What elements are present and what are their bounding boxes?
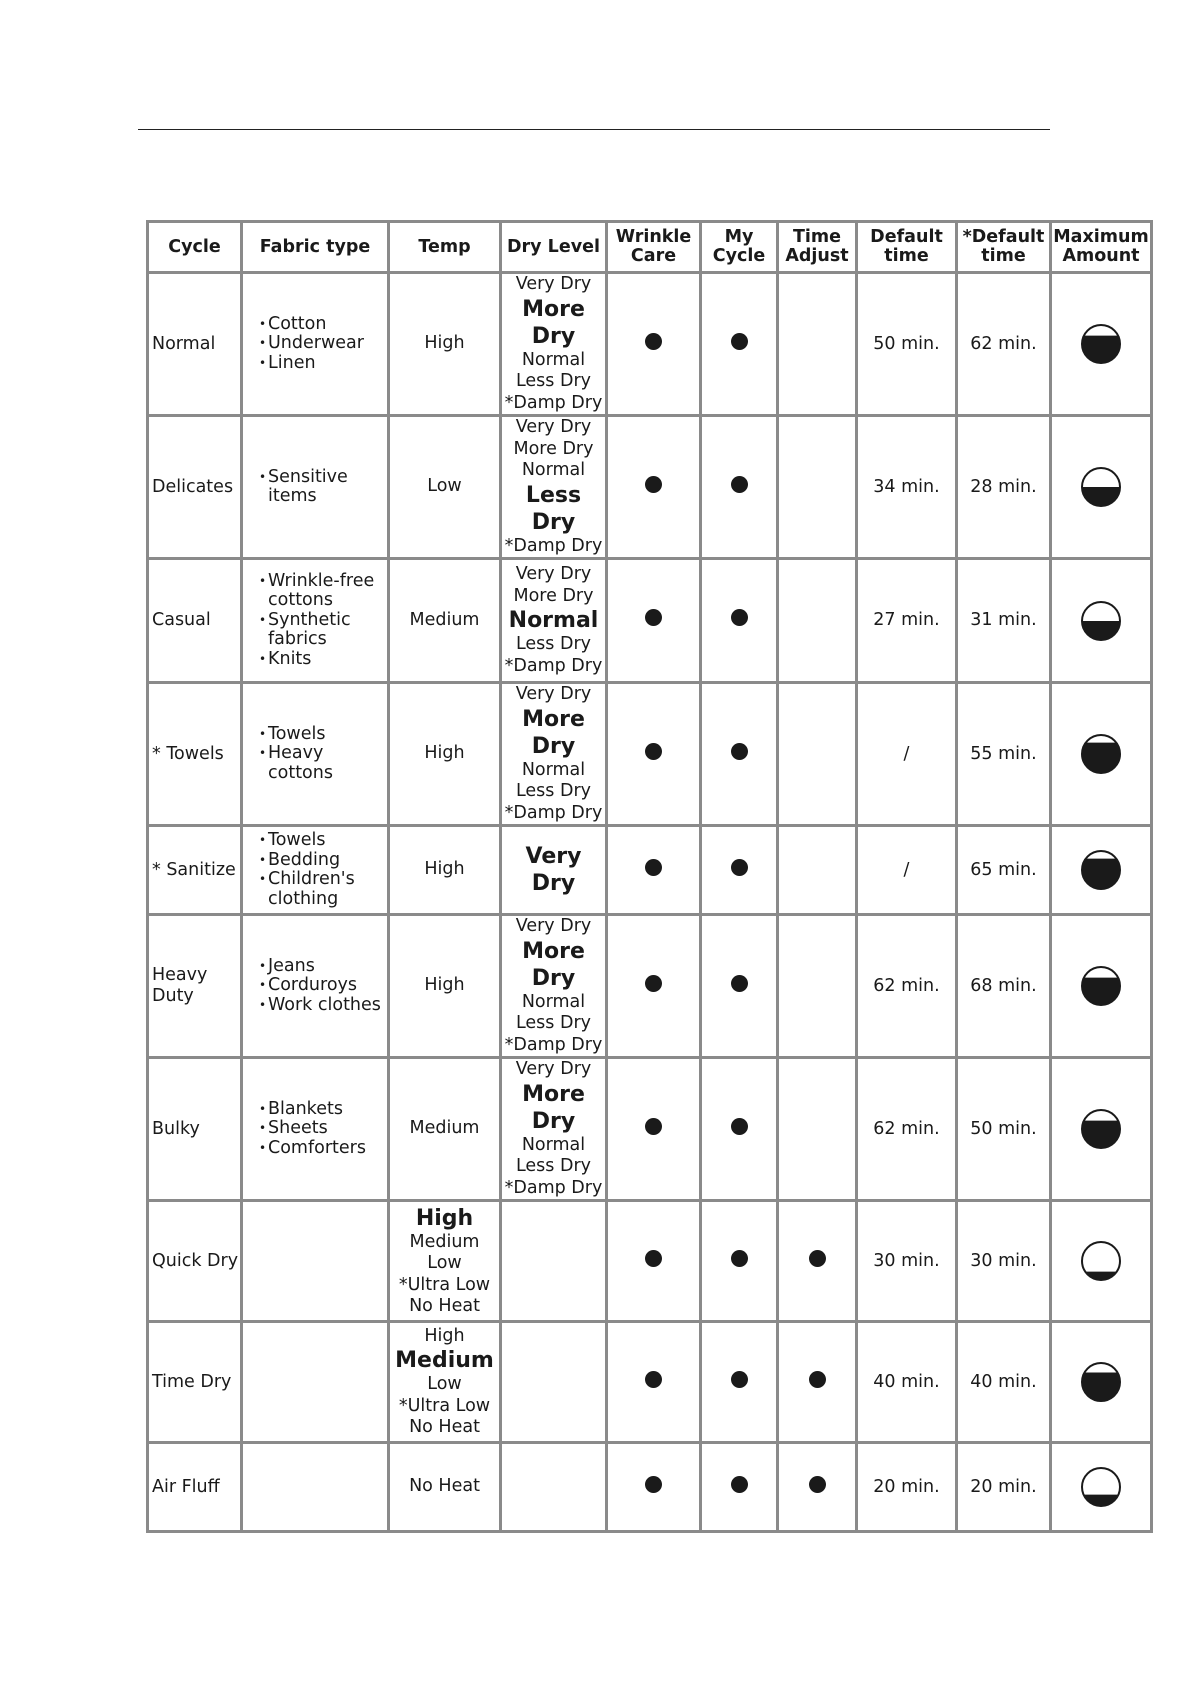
default-time: 34 min. (873, 476, 940, 497)
wrinkle-care-cell (607, 1322, 701, 1443)
table-row (148, 1058, 1152, 1201)
fabric-type (242, 1322, 389, 1443)
fabric-list (259, 831, 387, 909)
dry-level-cell (501, 915, 607, 1058)
temp-cell (389, 915, 501, 1058)
temp-option-selected: Medium (395, 1348, 494, 1373)
default-time: 30 min. (873, 1250, 940, 1271)
default-time-alt-cell (957, 1322, 1051, 1443)
cycle-name-text: Delicates (152, 476, 234, 497)
fabric-item: • Underwear (259, 334, 387, 354)
my-cycle-cell (701, 826, 778, 915)
time-adjust-cell (778, 1443, 857, 1532)
default-time-cell (857, 1322, 957, 1443)
dry-level-option: Normal (521, 460, 586, 480)
header-default-time: Default time (857, 222, 957, 273)
table-row (148, 1201, 1152, 1322)
table-row (148, 1322, 1152, 1443)
default-time-cell (857, 1058, 957, 1201)
maximum-amount-cell (1051, 559, 1152, 683)
dry-level-cell (501, 1322, 607, 1443)
temp-option: Medium (409, 1118, 480, 1139)
time-adjust-cell (778, 273, 857, 416)
wrinkle-care-cell (607, 826, 701, 915)
default-time: 40 min. (873, 1371, 940, 1392)
cycle-name (148, 1201, 242, 1322)
dry-level-cell (501, 1443, 607, 1532)
load-level-icon (1080, 600, 1122, 642)
dry-level-option: Normal (521, 1134, 586, 1155)
default-time-alt-cell (957, 559, 1051, 683)
temp-cell (389, 826, 501, 915)
fabric-list (259, 315, 387, 374)
time-adjust-cell (778, 1201, 857, 1322)
time-adjust-cell (778, 1322, 857, 1443)
fabric-type (242, 416, 389, 559)
header-wrinkle-care: Wrinkle Care (607, 222, 701, 273)
header-fabric-type: Fabric type (242, 222, 389, 273)
cycle-name-text: Heavy Duty (152, 965, 208, 1006)
cycle-name (148, 826, 242, 915)
temp-option: Medium (409, 609, 480, 630)
wrinkle-care-cell (607, 416, 701, 559)
dry-level-option: More Dry (513, 585, 594, 606)
default-time-alt-cell (957, 915, 1051, 1058)
temp-cell (389, 683, 501, 826)
fabric-item: • Heavy cottons (259, 744, 387, 783)
my-cycle-cell (701, 273, 778, 416)
fabric-item: • Children's clothing (259, 870, 387, 909)
wrinkle-care-cell (607, 1201, 701, 1322)
my-cycle-cell (701, 1058, 778, 1201)
temp-cell (389, 1443, 501, 1532)
fabric-item: • Work clothes (259, 996, 387, 1016)
default-time-alt-cell (957, 1443, 1051, 1532)
my-cycle-cell (701, 915, 778, 1058)
cycle-name (148, 683, 242, 826)
temp-option: High (424, 859, 465, 880)
dry-level-selected: Normal (508, 608, 599, 633)
default-time: / (903, 859, 910, 880)
wrinkle-care-cell (607, 273, 701, 416)
wrinkle-care-cell (607, 683, 701, 826)
drying-cycle-table (146, 220, 1153, 1533)
dry-level-selected: More Dry (522, 296, 585, 349)
temp-cell (389, 416, 501, 559)
fabric-item: • Jeans (259, 957, 387, 977)
fabric-item: • Towels (259, 725, 387, 745)
dry-level-cell (501, 273, 607, 416)
default-time-alt-cell (957, 826, 1051, 915)
fabric-item: • Bedding (259, 851, 387, 871)
temp-option: No Heat (409, 1476, 480, 1497)
temp-cell (389, 273, 501, 416)
temp-option: Low (427, 1253, 462, 1273)
time-adjust-cell (778, 559, 857, 683)
wrinkle-care-cell (607, 1058, 701, 1201)
wrinkle-care-dot-icon (645, 859, 662, 876)
my-cycle-cell (701, 1322, 778, 1443)
default-time: 27 min. (873, 610, 940, 630)
load-level-icon (1080, 733, 1122, 775)
dry-level-selected: More Dry (522, 706, 585, 759)
default-time-cell (857, 1201, 957, 1322)
my-cycle-dot-icon (731, 1118, 748, 1135)
dry-level-selected: More Dry (522, 938, 585, 991)
default-time-cell (857, 273, 957, 416)
dry-level-option: *Damp Dry (504, 802, 603, 823)
my-cycle-cell (701, 416, 778, 559)
default-time-alt-cell (957, 683, 1051, 826)
wrinkle-care-cell (607, 559, 701, 683)
dry-level-option: *Damp Dry (504, 1034, 603, 1055)
wrinkle-care-cell (607, 1443, 701, 1532)
maximum-amount-cell (1051, 1058, 1152, 1201)
default-time-alt: 31 min. (970, 610, 1037, 630)
wrinkle-care-dot-icon (645, 609, 662, 626)
temp-option: No Heat (409, 1296, 480, 1316)
fabric-list (259, 957, 387, 1016)
default-time-alt: 68 min. (970, 975, 1037, 996)
dry-level-selected: More Dry (522, 1081, 585, 1134)
dry-level-cell (501, 1201, 607, 1322)
default-time-cell (857, 416, 957, 559)
fabric-type (242, 1201, 389, 1322)
temp-cell (389, 559, 501, 683)
cycle-name (148, 273, 242, 416)
fabric-item: • Corduroys (259, 976, 387, 996)
load-level-icon (1080, 1108, 1122, 1150)
fabric-type (242, 826, 389, 915)
cycle-name (148, 1322, 242, 1443)
fabric-item: • Sensitive items (259, 468, 387, 507)
default-time-alt: 40 min. (970, 1371, 1037, 1392)
fabric-item: • Comforters (259, 1139, 387, 1159)
dry-level-option: Less Dry (515, 634, 592, 654)
fabric-type (242, 273, 389, 416)
fabric-list (259, 572, 387, 670)
fabric-item: • Cotton (259, 315, 387, 335)
temp-option: High (424, 743, 465, 764)
dry-level-option: *Damp Dry (504, 392, 603, 413)
my-cycle-dot-icon (731, 975, 748, 992)
maximum-amount-cell (1051, 416, 1152, 559)
fabric-item: • Sheets (259, 1119, 387, 1139)
cycle-name (148, 915, 242, 1058)
cycle-name-text: Normal (152, 333, 216, 354)
my-cycle-cell (701, 1201, 778, 1322)
my-cycle-dot-icon (731, 859, 748, 876)
fabric-item: • Towels (259, 831, 387, 851)
dry-level-cell (501, 416, 607, 559)
default-time-alt: 28 min. (970, 476, 1037, 497)
header-dry-level: Dry Level (501, 222, 607, 273)
cycle-name (148, 1058, 242, 1201)
wrinkle-care-dot-icon (645, 975, 662, 992)
header-maximum-amount: Maximum Amount (1051, 222, 1152, 273)
default-time-alt: 50 min. (970, 1118, 1037, 1139)
fabric-type (242, 915, 389, 1058)
dry-level-option: Very Dry (515, 417, 592, 437)
header-cycle: Cycle (148, 222, 242, 273)
dry-level-selected: Very Dry (525, 844, 582, 896)
header-temp: Temp (389, 222, 501, 273)
dry-level-option: Very Dry (515, 684, 592, 704)
cycle-name (148, 559, 242, 683)
temp-option: *Ultra Low (398, 1395, 491, 1416)
default-time-alt-cell (957, 273, 1051, 416)
default-time-alt-cell (957, 1058, 1051, 1201)
maximum-amount-cell (1051, 1443, 1152, 1532)
temp-option: High (424, 333, 465, 354)
time-adjust-cell (778, 826, 857, 915)
dry-level-option: Very Dry (515, 274, 592, 294)
time-adjust-dot-icon (809, 1476, 826, 1493)
dry-level-option: Normal (521, 759, 586, 780)
temp-option: Medium (409, 1231, 480, 1252)
table-row (148, 273, 1152, 416)
temp-option: *Ultra Low (398, 1274, 491, 1295)
dry-level-option: Less Dry (515, 371, 592, 391)
dry-level-option: Normal (521, 991, 586, 1012)
table-row (148, 416, 1152, 559)
time-adjust-dot-icon (809, 1371, 826, 1388)
temp-option: High (424, 1325, 465, 1346)
time-adjust-cell (778, 915, 857, 1058)
default-time: 62 min. (873, 1118, 940, 1139)
load-level-icon (1080, 466, 1122, 508)
dry-level-option: Less Dry (515, 781, 592, 801)
default-time-alt: 20 min. (970, 1476, 1037, 1497)
wrinkle-care-cell (607, 915, 701, 1058)
table-row (148, 683, 1152, 826)
dry-level-option: Very Dry (515, 564, 592, 584)
default-time: 50 min. (873, 333, 940, 354)
fabric-item: • Knits (259, 650, 387, 670)
my-cycle-cell (701, 683, 778, 826)
cycle-name-text: Quick Dry (152, 1250, 239, 1271)
maximum-amount-cell (1051, 915, 1152, 1058)
maximum-amount-cell (1051, 683, 1152, 826)
header-rule (138, 129, 1050, 130)
header-row (148, 222, 1152, 273)
load-level-icon (1080, 1240, 1122, 1282)
temp-option-selected: High (415, 1205, 474, 1231)
load-level-fill (1082, 621, 1120, 640)
default-time-alt-cell (957, 416, 1051, 559)
temp-cell (389, 1058, 501, 1201)
temp-option: High (424, 975, 465, 996)
fabric-type (242, 1058, 389, 1201)
cycle-name-text: Casual (152, 610, 211, 630)
my-cycle-dot-icon (731, 609, 748, 626)
wrinkle-care-dot-icon (645, 333, 662, 350)
default-time-alt: 30 min. (970, 1250, 1037, 1271)
dry-level-option: Normal (521, 349, 586, 370)
load-level-icon (1080, 1361, 1122, 1403)
my-cycle-dot-icon (731, 1476, 748, 1493)
cycle-name-text: * Towels (152, 743, 224, 764)
default-time: 20 min. (873, 1476, 940, 1497)
default-time-alt: 65 min. (970, 859, 1037, 880)
table-row (148, 915, 1152, 1058)
time-adjust-cell (778, 416, 857, 559)
default-time-cell (857, 683, 957, 826)
table-row (148, 559, 1152, 683)
cycle-name-text: Time Dry (152, 1371, 232, 1392)
cycle-name-text: Air Fluff (152, 1476, 220, 1497)
cycle-name (148, 1443, 242, 1532)
fabric-item: • Linen (259, 354, 387, 374)
maximum-amount-cell (1051, 826, 1152, 915)
dry-level-cell (501, 559, 607, 683)
default-time-cell (857, 915, 957, 1058)
my-cycle-dot-icon (731, 333, 748, 350)
dry-level-option: *Damp Dry (504, 1177, 603, 1198)
temp-option: Low (427, 476, 462, 497)
dry-level-option: Very Dry (515, 916, 592, 936)
dry-level-option: *Damp Dry (504, 535, 603, 556)
header-time-adjust: Time Adjust (778, 222, 857, 273)
default-time-alt: 62 min. (970, 333, 1037, 354)
fabric-list (259, 1100, 387, 1159)
time-adjust-dot-icon (809, 1250, 826, 1267)
load-level-icon (1080, 849, 1122, 891)
table-row (148, 1443, 1152, 1532)
dry-level-option: Less Dry (515, 1013, 592, 1033)
fabric-list (259, 725, 387, 784)
dry-level-cell (501, 1058, 607, 1201)
dry-level-cell (501, 683, 607, 826)
dry-level-selected: Less Dry (525, 482, 582, 535)
load-level-icon (1080, 323, 1122, 365)
time-adjust-cell (778, 1058, 857, 1201)
header-my-cycle: My Cycle (701, 222, 778, 273)
load-level-fill (1082, 487, 1120, 506)
default-time-cell (857, 826, 957, 915)
my-cycle-cell (701, 559, 778, 683)
temp-option: No Heat (409, 1417, 480, 1437)
default-time: / (903, 743, 910, 764)
default-time-cell (857, 559, 957, 683)
default-time-alt: 55 min. (970, 743, 1037, 764)
wrinkle-care-dot-icon (645, 1371, 662, 1388)
default-time-cell (857, 1443, 957, 1532)
dry-level-option: More Dry (513, 438, 594, 459)
wrinkle-care-dot-icon (645, 1476, 662, 1493)
maximum-amount-cell (1051, 1201, 1152, 1322)
my-cycle-cell (701, 1443, 778, 1532)
cycle-name-text: * Sanitize (152, 859, 236, 880)
dry-level-option: *Damp Dry (504, 655, 603, 676)
default-time-alt-cell (957, 1201, 1051, 1322)
maximum-amount-cell (1051, 1322, 1152, 1443)
load-level-icon (1080, 1466, 1122, 1508)
temp-option: Low (427, 1374, 462, 1394)
fabric-item: • Blankets (259, 1100, 387, 1120)
fabric-list (259, 468, 387, 507)
time-adjust-cell (778, 683, 857, 826)
table-row (148, 826, 1152, 915)
dry-level-option: Less Dry (515, 1156, 592, 1176)
dry-level-cell (501, 826, 607, 915)
wrinkle-care-dot-icon (645, 743, 662, 760)
cycle-name (148, 416, 242, 559)
fabric-type (242, 683, 389, 826)
wrinkle-care-dot-icon (645, 1250, 662, 1267)
maximum-amount-cell (1051, 273, 1152, 416)
my-cycle-dot-icon (731, 743, 748, 760)
wrinkle-care-dot-icon (645, 476, 662, 493)
load-level-icon (1080, 965, 1122, 1007)
temp-cell (389, 1322, 501, 1443)
default-time: 62 min. (873, 975, 940, 996)
fabric-type (242, 559, 389, 683)
my-cycle-dot-icon (731, 476, 748, 493)
my-cycle-dot-icon (731, 1250, 748, 1267)
fabric-item: • Synthetic fabrics (259, 611, 387, 650)
fabric-type (242, 1443, 389, 1532)
fabric-item: • Wrinkle-free cottons (259, 572, 387, 611)
dry-level-option: Very Dry (515, 1059, 592, 1079)
wrinkle-care-dot-icon (645, 1118, 662, 1135)
header-default-time-alt: *Default time (957, 222, 1051, 273)
temp-cell (389, 1201, 501, 1322)
my-cycle-dot-icon (731, 1371, 748, 1388)
cycle-name-text: Bulky (152, 1118, 200, 1139)
